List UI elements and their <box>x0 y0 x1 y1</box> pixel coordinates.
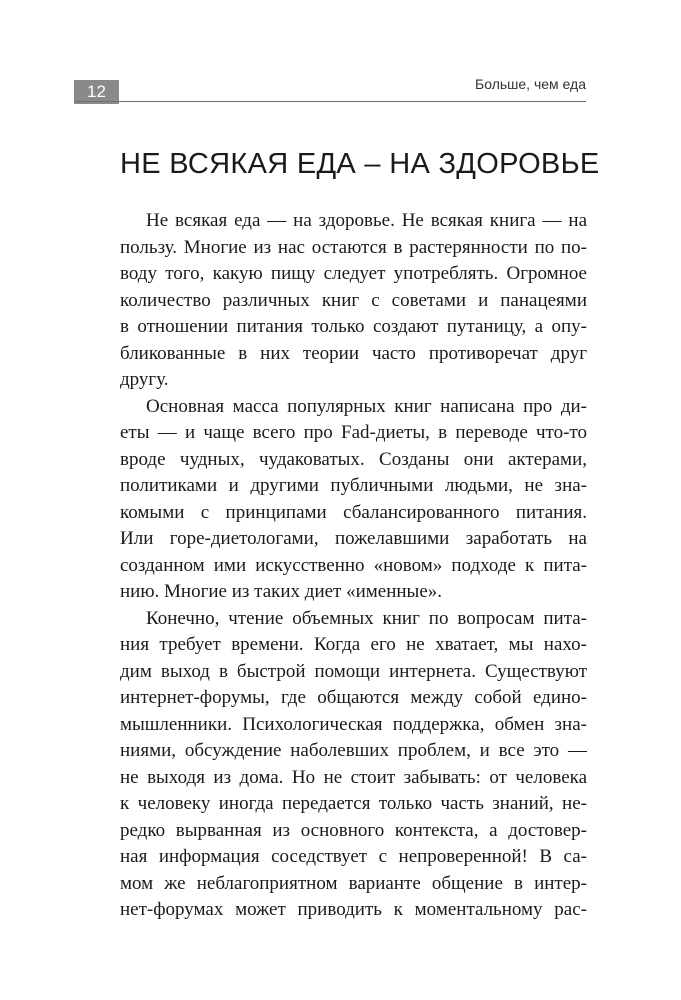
text-line: ния требует времени. Когда его не хватает, мы нахо- <box>120 634 587 655</box>
text-line: ниями, обсуждение наболевших проблем, и все это — <box>120 740 587 761</box>
text-line: мом же неблагоприятном варианте общение в интер- <box>120 872 587 894</box>
text-line: к человеку иногда передается только часть знаний, не- <box>120 793 587 814</box>
text-line: вроде чудных, чудаковатых. Созданы они актерами, <box>120 448 587 470</box>
text-line: другу. <box>120 369 169 390</box>
paragraph-2 <box>120 394 587 606</box>
text-line: Основная масса популярных книг написана про ди- <box>146 395 587 417</box>
text-line: созданном ими искусственно «новом» подходе к пита- <box>120 554 587 576</box>
text-line: количество различных книг с советами и панацеями <box>120 289 587 311</box>
paragraph-3 <box>120 606 587 924</box>
text-line: Не всякая еда — на здоровье. Не всякая книга — на <box>146 210 587 231</box>
header-rule <box>74 101 586 102</box>
text-line: Конечно, чтение объемных книг по вопросам пита- <box>146 607 587 629</box>
paragraph-1 <box>120 208 587 394</box>
text-line: еты — и чаще всего про Fad-диеты, в переводе что-то <box>120 422 587 443</box>
running-title: Больше, чем еда <box>475 76 586 92</box>
text-line: в отношении питания только создают путаницу, а опу- <box>120 316 587 337</box>
text-line: Или горе-диетологами, пожелавшими заработать на <box>120 528 587 549</box>
text-line: не выходя из дома. Но не стоит забывать: от человека <box>120 766 587 788</box>
text-line: комыми с принципами сбалансированного питания. <box>120 501 587 523</box>
body-text <box>120 208 587 924</box>
text-line: редко вырванная из основного контекста, а достовер- <box>120 819 587 841</box>
text-line: бликованные в них теории часто противоречат друг <box>120 342 587 364</box>
text-line: пользу. Многие из нас остаются в растерянности по по- <box>120 236 587 258</box>
text-line: политиками и другими публичными людьми, не зна- <box>120 475 587 496</box>
text-line: нет-форумах может приводить к моментальному рас- <box>120 899 587 920</box>
text-line: ная информация соседствует с непроверенной! В са- <box>120 846 587 867</box>
text-line: дим выход в быстрой помощи интернета. Существуют <box>120 660 587 682</box>
page-number: 12 <box>74 80 119 104</box>
chapter-title: НЕ ВСЯКАЯ ЕДА – НА ЗДОРОВЬЕ <box>120 148 600 180</box>
text-line: воду того, какую пищу следует употреблять. Огромное <box>120 263 587 284</box>
text-line: нию. Многие из таких диет «именные». <box>120 581 443 602</box>
text-line: мышленники. Психологическая поддержка, обмен зна- <box>120 713 587 735</box>
text-line: интернет-форумы, где общаются между собой едино- <box>120 687 587 708</box>
